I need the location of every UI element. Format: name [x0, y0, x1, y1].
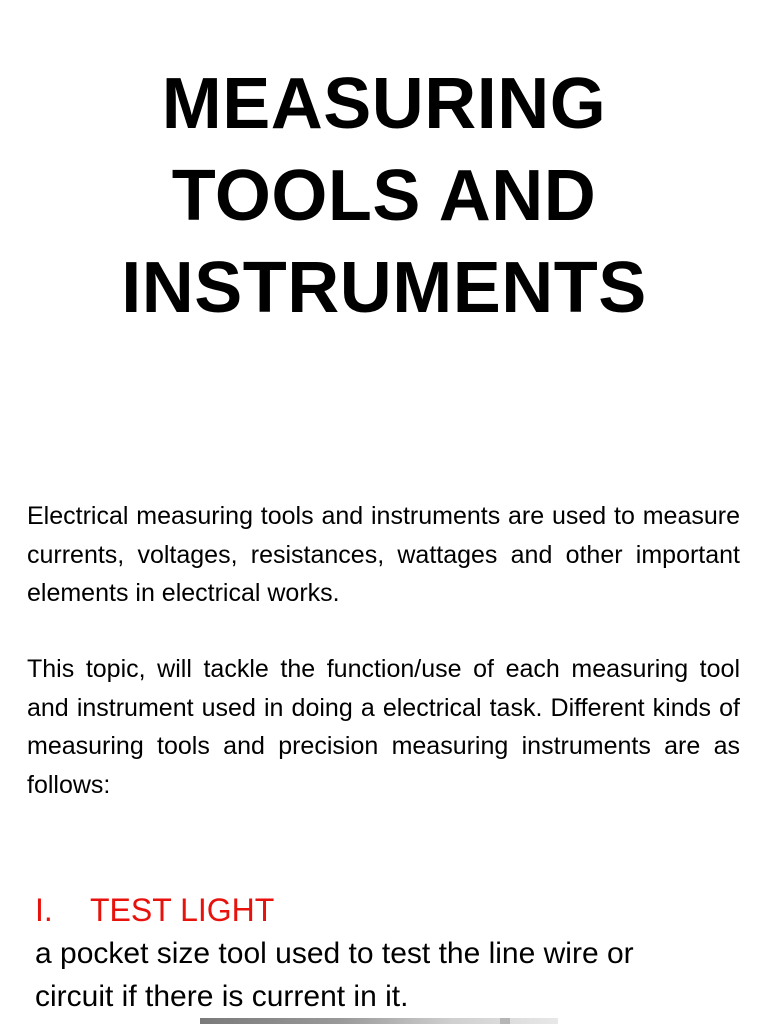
title-line-1: MEASURING — [161, 64, 607, 144]
section-description-line-2: circuit if there is current in it. — [35, 980, 409, 1013]
section-description — [35, 932, 755, 1018]
section-heading-test-light — [35, 890, 274, 930]
image-detail — [500, 1018, 510, 1024]
title-line-3: INSTRUMENTS — [121, 248, 647, 328]
intro-paragraph: Electrical measuring tools and instruments are used to measure currents, voltages, resistances, wattages and other important elements in electrical works. — [27, 502, 740, 607]
section-numeral: I. — [35, 892, 53, 928]
section-heading-text: TEST LIGHT — [90, 892, 275, 928]
title-line-2: TOOLS AND — [171, 156, 597, 236]
topic-paragraph: This topic, will tackle the function/use of each measuring tool and instrument used in doing a electrical task. Different kinds of measuring tools and precision measuring instruments are as follows: — [27, 655, 740, 799]
page-title — [0, 58, 768, 334]
section-description-line-1: a pocket size tool used to test the line wire or — [35, 937, 634, 970]
test-light-image — [200, 1018, 558, 1024]
